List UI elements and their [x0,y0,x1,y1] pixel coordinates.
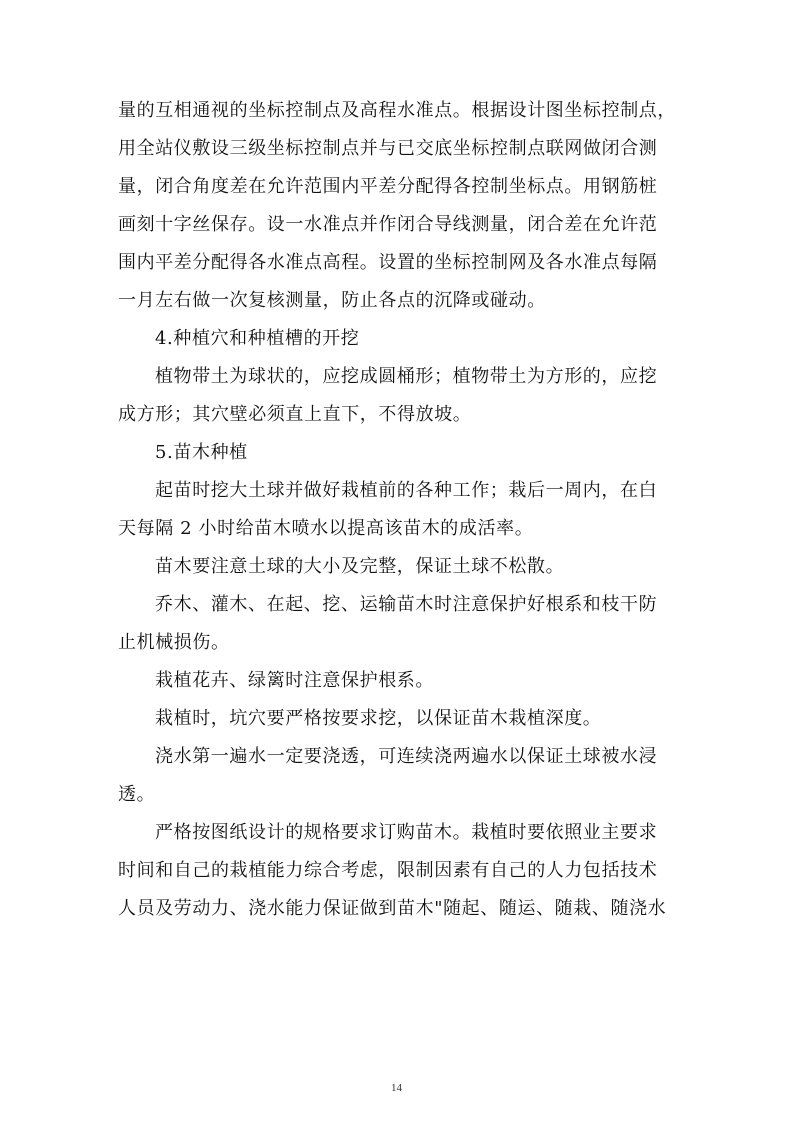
text-line: 严格按图纸设计的规格要求订购苗木。栽植时要依照业主要求 [155,822,658,843]
text-line: 栽植时，坑穴要严格按要求挖，以保证苗木栽植深度。 [155,708,602,729]
text-line: 苗木要注意土球的大小及完整，保证土球不松散。 [155,556,565,577]
text-line: 浇水第一遍水一定要浇透，可连续浇两遍水以保证土球被水浸 [155,746,658,767]
text-line: 止机械损伤。 [118,632,230,653]
text-line: 植物带土为球状的，应挖成圆桶形；植物带土为方形的，应挖 [155,366,658,387]
text-line: 起苗时挖大土球并做好栽植前的各种工作；栽后一周内，在白 [155,480,658,501]
section-heading-5: 5.苗木种植 [155,442,248,463]
text-line: 时间和自己的栽植能力综合考虑，限制因素有自己的人力包括技术 [118,860,658,881]
text-line: 量，闭合角度差在允许范围内平差分配得各控制坐标点。用钢筋桩 [118,176,658,197]
text-line: 栽植花卉、绿篱时注意保护根系。 [155,670,434,691]
page-number: 14 [391,1082,402,1094]
text-line: 量的互相通视的坐标控制点及高程水准点。根据设计图坐标控制点， [118,100,676,121]
text-line: 成方形；其穴壁必须直上直下，不得放坡。 [118,404,472,425]
text-line: 画刻十字丝保存。设一水准点并作闭合导线测量，闭合差在允许范 [118,214,658,235]
text-line: 透。 [118,784,156,805]
text-line: 人员及劳动力、浇水能力保证做到苗木"随起、随运、随栽、随浇水 [118,898,667,919]
text-line: 乔木、灌木、在起、挖、运输苗木时注意保护好根系和枝干防 [155,594,658,615]
text-line: 围内平差分配得各水准点高程。设置的坐标控制网及各水准点每隔 [118,252,658,273]
text-line: 天每隔 2 小时给苗木喷水以提高该苗木的成活率。 [118,518,534,539]
text-line: 用全站仪敷设三级坐标控制点并与已交底坐标控制点联网做闭合测 [118,138,658,159]
document-body [118,92,674,928]
text-line: 一月左右做一次复核测量，防止各点的沉降或碰动。 [118,290,546,311]
section-heading-4: 4.种植穴和种植槽的开挖 [155,328,360,349]
